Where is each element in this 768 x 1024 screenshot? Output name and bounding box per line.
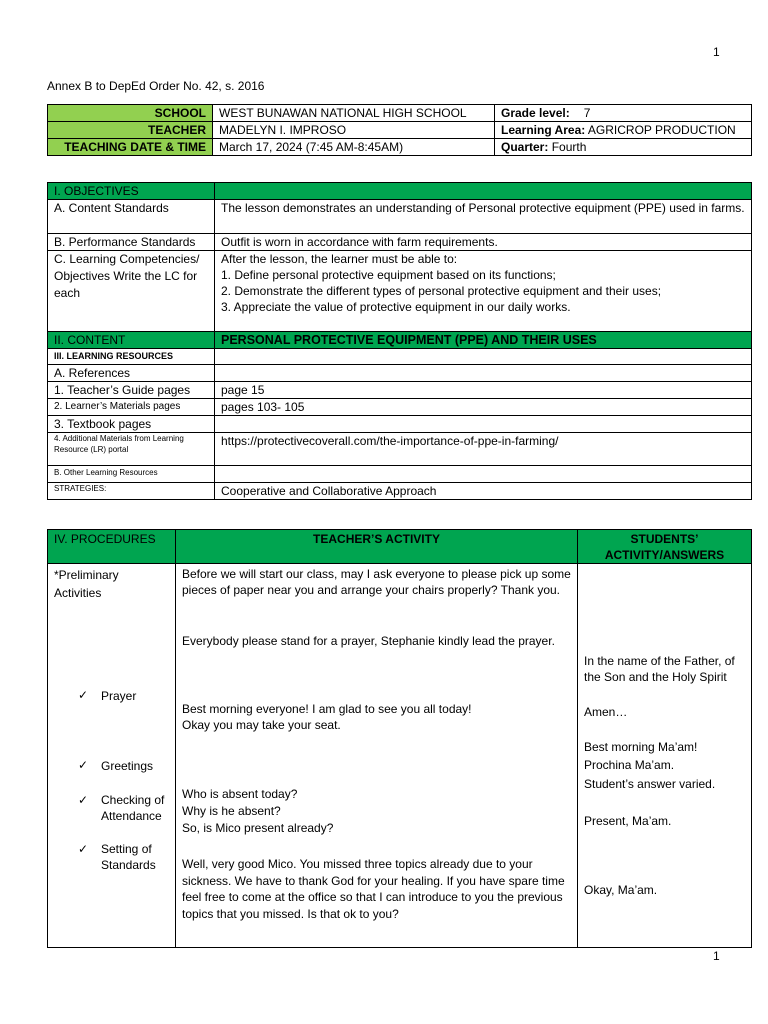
lc-objective-3: 3. Appreciate the value of protective equipment in our daily works. — [221, 300, 571, 314]
header-table — [47, 104, 752, 156]
students-activity-cell — [578, 564, 752, 948]
student-answer-absent: Prochina Ma’am. — [584, 758, 675, 772]
objectives-heading: I. OBJECTIVES — [48, 183, 215, 200]
annex-reference: Annex B to DepEd Order No. 42, s. 2016 — [47, 79, 265, 93]
strategies-value: Cooperative and Collaborative Approach — [215, 483, 752, 500]
checklist-label-prayer: Prayer — [101, 689, 137, 703]
school-label: SCHOOL — [48, 105, 213, 122]
preliminary-activities-label: *Preliminary Activities — [54, 568, 119, 600]
learning-competencies-value — [215, 251, 752, 332]
performance-standards-value: Outfit is worn in accordance with farm requirements. — [215, 234, 752, 251]
preliminary-activities-cell — [48, 564, 176, 948]
content-standards-label: A. Content Standards — [48, 200, 215, 234]
teacher-line-greeting: Best morning everyone! I am glad to see you all today! Okay you may take your seat. — [182, 702, 472, 732]
teacher-activity-heading: TEACHER’S ACTIVITY — [176, 530, 578, 564]
page-number-top: 1 — [713, 45, 720, 59]
references-label: A. References — [48, 365, 215, 382]
lc-objective-2: 2. Demonstrate the different types of personal protective equipment and their uses; — [221, 284, 662, 298]
date-label: TEACHING DATE & TIME — [48, 139, 213, 156]
additional-materials-label: 4. Additional Materials from Learning Resource (LR) portal — [48, 433, 215, 466]
checkmark-icon: ✓ — [78, 758, 89, 772]
learning-resources-blank — [215, 349, 752, 365]
teacher-activity-cell — [176, 564, 578, 948]
grade-label: Grade level: — [501, 106, 570, 120]
date-value: March 17, 2024 (7:45 AM-8:45AM) — [213, 139, 495, 156]
area-label: Learning Area: — [501, 123, 586, 137]
performance-standards-label: B. Performance Standards — [48, 234, 215, 251]
textbook-blank — [215, 416, 752, 433]
teacher-label: TEACHER — [48, 122, 213, 139]
references-blank — [215, 365, 752, 382]
learning-area-cell — [495, 122, 752, 139]
lc-objective-1: 1. Define personal protective equipment based on its functions; — [221, 268, 556, 282]
quarter-value: Fourth — [551, 140, 587, 154]
school-value: WEST BUNAWAN NATIONAL HIGH SCHOOL — [213, 105, 495, 122]
other-resources-blank — [215, 466, 752, 483]
procedures-heading: IV. PROCEDURES — [48, 530, 176, 564]
content-value: PERSONAL PROTECTIVE EQUIPMENT (PPE) AND THEIR USES — [215, 332, 752, 349]
teacher-line-arrange: Before we will start our class, may I ask everyone to please pick up some pieces of paper near you and arrange your chairs properly? Thank you. — [182, 567, 571, 597]
learners-materials-label: 2. Learner’s Materials pages — [48, 399, 215, 416]
lc-intro: After the lesson, the learner must be able to: — [221, 252, 458, 266]
objectives-table — [47, 182, 752, 500]
textbook-label: 3. Textbook pages — [48, 416, 215, 433]
student-answer-varied: Student’s answer varied. — [584, 777, 716, 791]
checkmark-icon: ✓ — [78, 688, 89, 702]
procedures-table — [47, 529, 752, 948]
teacher-line-prayer: Everybody please stand for a prayer, Stephanie kindly lead the prayer. — [182, 634, 555, 648]
checklist-label-greetings: Greetings — [101, 759, 154, 773]
strategies-label: STRATEGIES: — [48, 483, 215, 500]
teacher-value: MADELYN I. IMPROSO — [213, 122, 495, 139]
checklist-label-attendance: Checking of Attendance — [101, 793, 165, 823]
area-value: AGRICROP PRODUCTION — [587, 123, 736, 137]
checkmark-icon: ✓ — [78, 842, 89, 856]
grade-level-cell — [495, 105, 752, 122]
teachers-guide-value: page 15 — [215, 382, 752, 399]
checkmark-icon: ✓ — [78, 793, 89, 807]
page-number-bottom: 1 — [713, 949, 720, 963]
objectives-heading-blank — [215, 183, 752, 200]
other-resources-label: B. Other Learning Resources — [48, 466, 215, 483]
student-answer-okay: Okay, Ma’am. — [584, 883, 658, 897]
teachers-guide-label: 1. Teacher’s Guide pages — [48, 382, 215, 399]
students-activity-heading: STUDENTS’ ACTIVITY/ANSWERS — [578, 530, 752, 564]
learning-resources-label: III. LEARNING RESOURCES — [48, 349, 215, 365]
additional-materials-link[interactable]: https://protectivecoverall.com/the-importance-of-ppe-in-farming/ — [215, 433, 752, 466]
quarter-label: Quarter: — [501, 140, 549, 154]
student-answer-greeting: Best morning Ma’am! — [584, 740, 698, 754]
content-label: II. CONTENT — [48, 332, 215, 349]
quarter-cell — [495, 139, 752, 156]
student-answer-present: Present, Ma’am. — [584, 814, 672, 828]
student-answer-amen: Amen… — [584, 705, 628, 719]
content-standards-value: The lesson demonstrates an understanding of Personal protective equipment (PPE) used in farms. — [215, 200, 752, 234]
checklist-label-standards: Setting of Standards — [101, 842, 156, 872]
grade-value: 7 — [583, 106, 591, 120]
teacher-line-attendance: Who is absent today? Why is he absent? So, is Mico present already? — [182, 787, 334, 835]
learners-materials-value: pages 103- 105 — [215, 399, 752, 416]
student-answer-prayer: In the name of the Father, of the Son and the Holy Spirit — [584, 654, 735, 684]
teacher-line-standards: Well, very good Mico. You missed three topics already due to your sickness. We have to thank God for your healing. If you have spare time feel free to come at the office so that I can introduce to you the previous topics that you missed. Is that ok to you? — [182, 857, 565, 921]
learning-competencies-label: C. Learning Competencies/ Objectives Write the LC for each — [48, 251, 215, 332]
